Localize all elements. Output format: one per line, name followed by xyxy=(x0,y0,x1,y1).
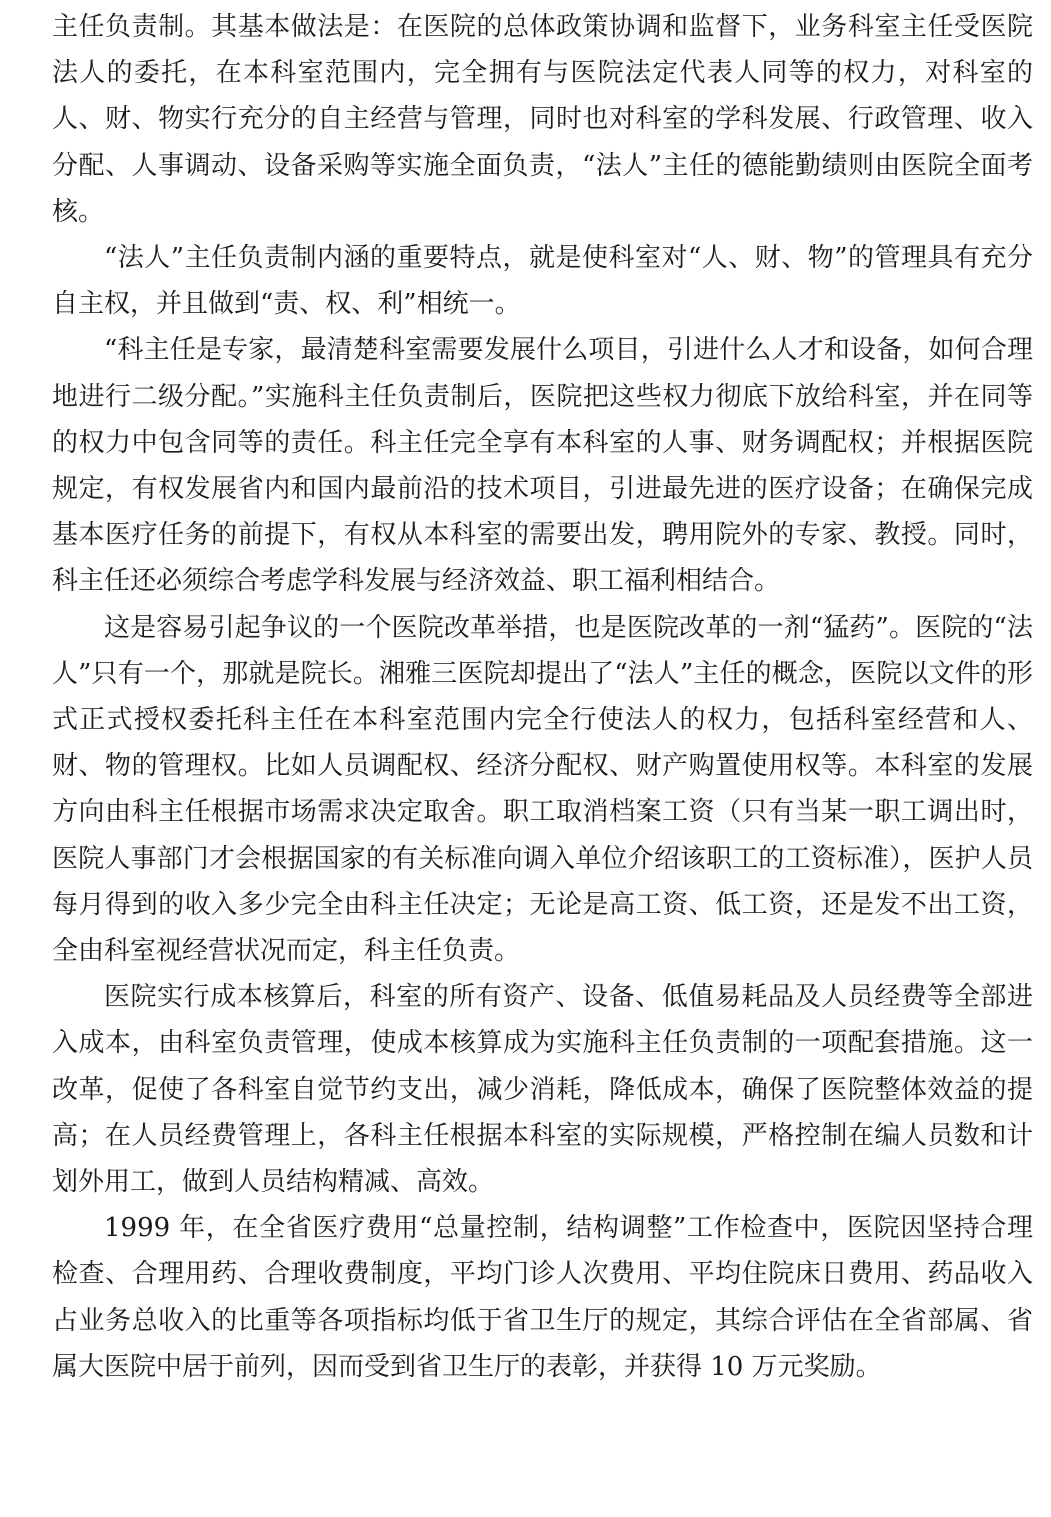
paragraph-4: 这是容易引起争议的一个医院改革举措，也是医院改革的一剂“猛药”。医院的“法人”只有一个，那就是院长。湘雅三医院却提出了“法人”主任的概念，医院以文件的形式正式授权委托科主任在本科室范围内完全行使法人的权力，包括科室经营和人、财、物的管理权。比如人员调配权、经济分配权、财产购置使用权等。本科室的发展方向由科主任根据市场需求决定取舍。职工取消档案工资（只有当某一职工调出时，医院人事部门才会根据国家的有关标准向调入单位介绍该职工的工资标准），医护人员每月得到的收入多少完全由科主任决定；无论是高工资、低工资，还是发不出工资，全由科室视经营状况而定，科主任负责。 xyxy=(52,612,1033,967)
paragraph-6: 1999 年，在全省医疗费用“总量控制，结构调整”工作检查中，医院因坚持合理检查、合理用药、合理收费制度，平均门诊人次费用、平均住院床日费用、药品收入占业务总收入的比重等各项指标均低于省卫生厅的规定，其综合评估在全省部属、省属大医院中居于前列，因而受到省卫生厅的表彰，并获得 10 万元奖励。 xyxy=(52,1213,1033,1382)
paragraph-2: “法人”主任负责制内涵的重要特点，就是使科室对“人、财、物”的管理具有充分自主权，并且做到“责、权、利”相统一。 xyxy=(52,243,1033,320)
paragraph-3: “科主任是专家，最清楚科室需要发展什么项目，引进什么人才和设备，如何合理地进行二级分配。”实施科主任负责制后，医院把这些权力彻底下放给科室，并在同等的权力中包含同等的责任。科主任完全享有本科室的人事、财务调配权；并根据医院规定，有权发展省内和国内最前沿的技术项目，引进最先进的医疗设备；在确保完成基本医疗任务的前提下，有权从本科室的需要出发，聘用院外的专家、教授。同时，科主任还必须综合考虑学科发展与经济效益、职工福利相结合。 xyxy=(52,335,1033,597)
paragraph-5: 医院实行成本核算后，科室的所有资产、设备、低值易耗品及人员经费等全部进入成本，由科室负责管理，使成本核算成为实施科主任负责制的一项配套措施。这一改革，促使了各科室自觉节约支出，减少消耗，降低成本，确保了医院整体效益的提高；在人员经费管理上，各科主任根据本科室的实际规模，严格控制在编人员数和计划外用工，做到人员结构精减、高效。 xyxy=(52,982,1033,1198)
paragraph-1: 主任负责制。其基本做法是：在医院的总体政策协调和监督下，业务科室主任受医院法人的委托，在本科室范围内，完全拥有与医院法定代表人同等的权力，对科室的人、财、物实行充分的自主经营与管理，同时也对科室的学科发展、行政管理、收入分配、人事调动、设备采购等实施全面负责，“法人”主任的德能勤绩则由医院全面考核。 xyxy=(52,12,1033,227)
